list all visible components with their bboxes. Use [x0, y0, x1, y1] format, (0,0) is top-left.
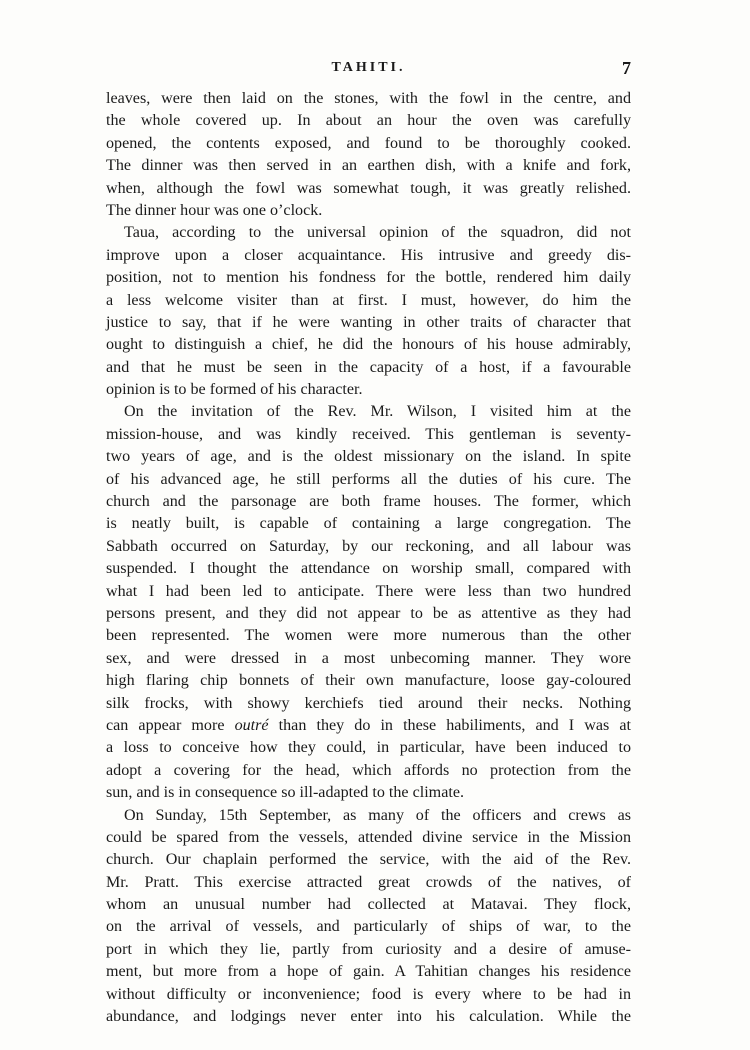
- text-line: Sabbath occurred on Saturday, by our reckoning, and all labour was: [106, 537, 631, 555]
- text-line: whom an unusual number had collected at Matavai. They flock,: [106, 896, 631, 914]
- text-line: mission-house, and was kindly received. This gentleman is seventy-: [106, 425, 631, 443]
- text-line: The dinner was then served in an earthen dish, with a knife and fork,: [106, 157, 631, 175]
- text-line: of his advanced age, he still performs all the duties of his cure. The: [106, 470, 631, 488]
- text-line: two years of age, and is the oldest missionary on the island. In spite: [106, 448, 631, 466]
- text-line: a loss to conceive how they could, in particular, have been induced to: [106, 739, 631, 757]
- text-line: church. Our chaplain performed the service, with the aid of the Rev.: [106, 851, 631, 869]
- text-line: opinion is to be formed of his character.: [106, 381, 363, 399]
- text-line: is neatly built, is capable of containing a large congregation. The: [106, 515, 631, 533]
- text-line: On Sunday, 15th September, as many of the officers and crews as: [124, 806, 631, 824]
- paragraph: [106, 401, 631, 804]
- text-line: ment, but more from a hope of gain. A Tahitian changes his residence: [106, 963, 631, 981]
- text-line: opened, the contents exposed, and found to be thoroughly cooked.: [106, 134, 631, 152]
- text-line: The dinner hour was one o’clock.: [106, 201, 323, 219]
- text-line: Taua, according to the universal opinion of the squadron, did not: [124, 224, 631, 242]
- text-line: can appear more outré than they do in these habiliments, and I was at: [106, 716, 631, 734]
- text-line: without difficulty or inconvenience; food is every where to be had in: [106, 985, 631, 1003]
- text-line: silk frocks, with showy kerchiefs tied around their necks. Nothing: [106, 694, 631, 712]
- text-line: port in which they lie, partly from curiosity and a desire of amuse-: [106, 940, 631, 958]
- text-line: abundance, and lodgings never enter into his calculation. While the: [106, 1008, 631, 1026]
- page-number: 7: [622, 58, 631, 78]
- text-line: when, although the fowl was somewhat tough, it was greatly relished.: [106, 179, 631, 197]
- text-line: suspended. I thought the attendance on worship small, compared with: [106, 560, 631, 578]
- paragraph: [106, 805, 631, 1029]
- text-line: leaves, were then laid on the stones, with the fowl in the centre, and: [106, 90, 631, 107]
- italic-word: outré: [234, 716, 269, 734]
- text-line: a less welcome visiter than at first. I must, however, do him the: [106, 291, 631, 309]
- text-line: justice to say, that if he were wanting in other traits of character that: [106, 313, 631, 331]
- text-line: high flaring chip bonnets of their own manufacture, loose gay-coloured: [106, 672, 631, 690]
- body-text: [106, 88, 631, 1028]
- running-head: [106, 58, 631, 82]
- text-line: adopt a covering for the head, which affords no protection from the: [106, 761, 631, 779]
- text-line: been represented. The women were more numerous than the other: [106, 627, 631, 645]
- text-line: position, not to mention his fondness for the bottle, rendered him daily: [106, 269, 631, 287]
- paragraph: [106, 222, 631, 401]
- text-line: and that he must be seen in the capacity of a host, if a favourable: [106, 358, 631, 376]
- text-line: improve upon a closer acquaintance. His intrusive and greedy dis-: [106, 246, 631, 264]
- running-title: TAHITI.: [331, 60, 406, 75]
- text-line: ought to distinguish a chief, he did the honours of his house admirably,: [106, 336, 631, 354]
- text-line: could be spared from the vessels, attended divine service in the Mission: [106, 828, 631, 846]
- text-line: sex, and were dressed in a most unbecoming manner. They wore: [106, 649, 631, 667]
- text-line: persons present, and they did not appear to be as attentive as they had: [106, 604, 631, 622]
- text-line: on the arrival of vessels, and particularly of ships of war, to the: [106, 918, 631, 936]
- text-line: On the invitation of the Rev. Mr. Wilson, I visited him at the: [124, 403, 631, 421]
- text-line: Mr. Pratt. This exercise attracted great crowds of the natives, of: [106, 873, 631, 891]
- text-line: church and the parsonage are both frame houses. The former, which: [106, 493, 631, 511]
- text-line: what I had been led to anticipate. There were less than two hundred: [106, 582, 631, 600]
- text-line: sun, and is in consequence so ill-adapted to the climate.: [106, 784, 464, 802]
- text-line: the whole covered up. In about an hour the oven was carefully: [106, 112, 631, 130]
- paragraph: [106, 88, 631, 222]
